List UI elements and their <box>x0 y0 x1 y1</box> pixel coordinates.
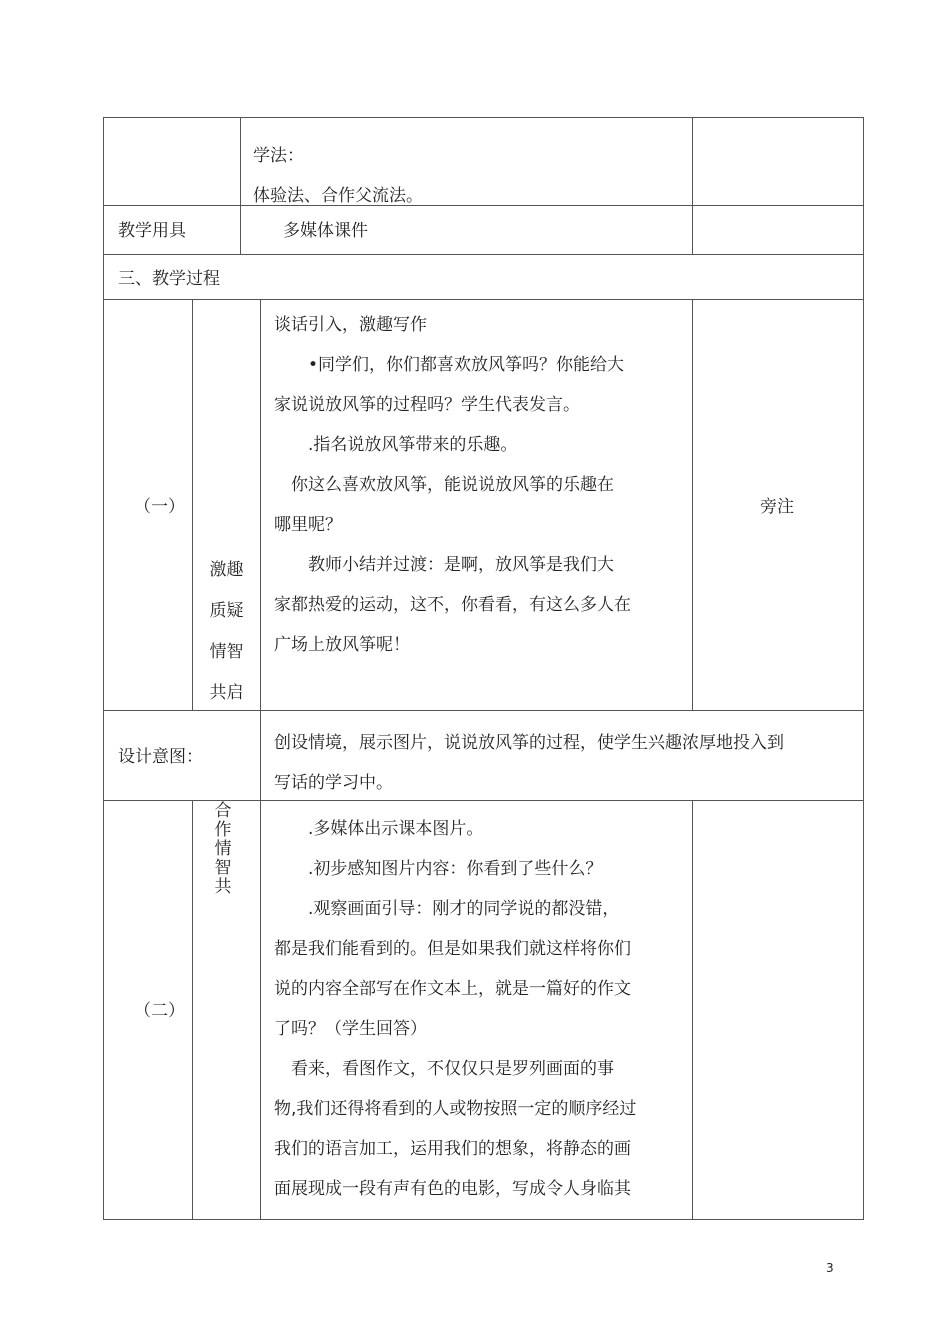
content-line: 哪里呢？ <box>274 515 342 535</box>
content-line: 写话的学习中。 <box>274 773 393 793</box>
side-char: 共 <box>214 877 232 897</box>
content-line: 谈话引入，激趣写作 <box>274 315 427 335</box>
col-divider-top-left <box>240 117 241 255</box>
content-line: 物,我们还得将看到的人或物按照一定的顺序经过 <box>274 1099 637 1119</box>
section2-side-label <box>193 802 253 897</box>
side-char: 智 <box>214 858 232 878</box>
col-divider-design <box>260 710 261 801</box>
side-char: 情 <box>214 839 232 859</box>
section1-number: （一） <box>134 497 185 517</box>
content-line: 创设情境，展示图片，说说放风筝的过程，使学生兴趣浓厚地投入到 <box>274 733 784 753</box>
side-line: 共启 <box>209 683 244 703</box>
tools-label: 教学用具 <box>118 221 186 241</box>
table-border-right <box>863 117 864 1220</box>
table-border-left <box>103 117 104 1220</box>
content-line: 家说说放风筝的过程吗？学生代表发言。 <box>274 395 580 415</box>
content-line: 广场上放风筝呢！ <box>274 635 410 655</box>
col-divider-side-1 <box>260 299 261 711</box>
row-divider-process-bottom <box>103 299 864 300</box>
study-method-value: 体验法、合作父流法。 <box>253 186 423 206</box>
study-method-label: 学法： <box>253 146 304 166</box>
content-line: 我们的语言加工，运用我们的想象，将静态的画 <box>274 1139 631 1159</box>
content-line: .指名说放风筝带来的乐趣。 <box>274 435 518 455</box>
row-divider-tools-top <box>103 205 864 206</box>
table-border-bottom <box>103 1219 864 1220</box>
side-char: 合 <box>214 801 232 821</box>
design-content <box>274 723 859 803</box>
col-divider-side-2 <box>260 800 261 1220</box>
section1-content <box>274 305 690 665</box>
content-line: .观察画面引导：刚才的同学说的都没错， <box>274 899 620 919</box>
content-line: .多媒体出示课本图片。 <box>274 819 484 839</box>
tools-value: 多媒体课件 <box>283 221 368 241</box>
section2-content <box>274 809 690 1209</box>
content-line: 都是我们能看到的。但是如果我们就这样将你们 <box>274 939 631 959</box>
content-line: 了吗？（学生回答） <box>274 1019 427 1039</box>
section1-note: 旁注 <box>760 497 794 517</box>
side-line: 情智 <box>209 642 244 662</box>
content-line: 教师小结并过渡：是啊，放风筝是我们大 <box>274 555 614 575</box>
content-line: 你这么喜欢放风筝，能说说放风筝的乐趣在 <box>274 475 614 495</box>
row-divider-tools-bottom <box>103 254 864 255</box>
col-divider-note-1 <box>692 299 693 711</box>
content-line: 说的内容全部写在作文本上，就是一篇好的作文 <box>274 979 631 999</box>
content-line: 面展现成一段有声有色的电影，写成令人身临其 <box>274 1179 631 1199</box>
design-label: 设计意图： <box>118 747 203 767</box>
content-line: 看来，看图作文，不仅仅只是罗列画面的事 <box>274 1059 614 1079</box>
content-line: .初步感知图片内容：你看到了些什么？ <box>274 859 603 879</box>
side-char: 作 <box>214 820 232 840</box>
content-line: •同学们，你们都喜欢放风筝吗？你能给大 <box>274 355 625 375</box>
section2-number: （二） <box>134 1001 185 1021</box>
content-line: 家都热爱的运动，这不，你看看，有这么多人在 <box>274 595 631 615</box>
section1-side-label <box>193 550 260 714</box>
page-number: 3 <box>826 1261 834 1275</box>
col-divider-note-2 <box>692 800 693 1220</box>
col-divider-top-right <box>692 117 693 255</box>
process-title: 三、教学过程 <box>118 269 220 289</box>
side-line: 质疑 <box>209 601 244 621</box>
table-border-top <box>103 117 864 118</box>
side-line: 激趣 <box>209 560 244 580</box>
